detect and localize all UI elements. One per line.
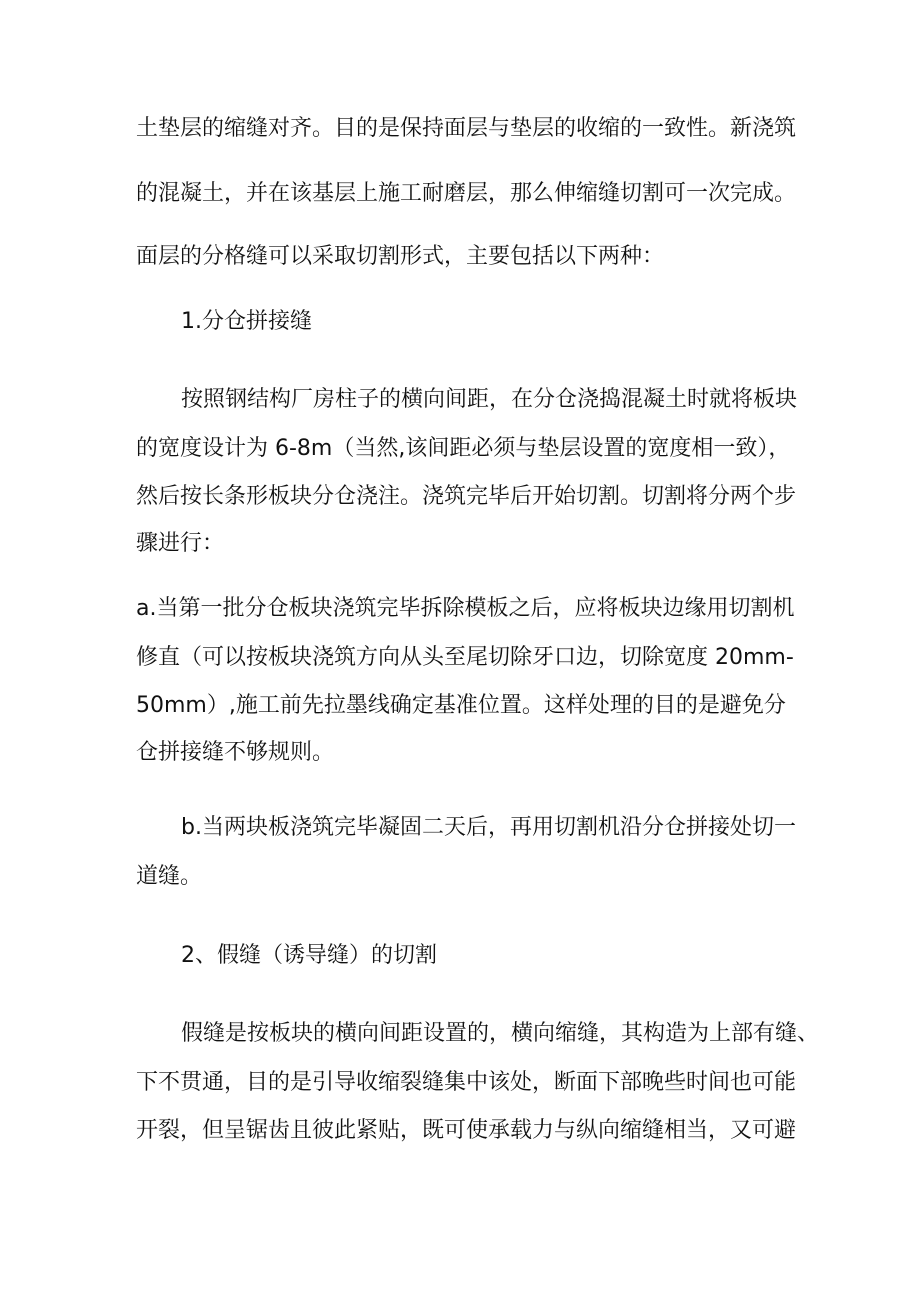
text-line-14: 道缝。 [136,864,203,889]
text-line-18: 开裂，但呈锯齿且彼此紧贴，既可使承载力与纵向缩缝相当，又可避 [136,1118,797,1143]
text-line-11: 50mm）,施工前先拉墨线确定基准位置。这样处理的目的是避免分 [136,693,786,718]
text-line-17: 下不贯通，目的是引导收缩裂缝集中该处，断面下部晚些时间也可能 [136,1070,797,1095]
text-line-16: 假缝是按板块的横向间距设置的，横向缩缝，其构造为上部有缝、 [181,1021,820,1046]
text-line-8: 骤进行： [136,531,225,556]
text-line-9: a.当第一批分仓板块浇筑完毕拆除模板之后，应将板块边缘用切割机 [136,596,795,621]
text-line-12: 仓拼接缝不够规则。 [136,740,335,765]
text-line-10: 修直（可以按板块浇筑方向从头至尾切除牙口边，切除宽度 20mm- [136,645,794,670]
text-line-6: 的宽度设计为 6-8m（当然,该间距必须与垫层设置的宽度相一致）， [136,436,791,461]
text-line-13: b.当两块板浇筑完毕凝固二天后，再用切割机沿分仓拼接处切一 [181,815,796,840]
text-line-5: 按照钢结构厂房柱子的横向间距，在分仓浇捣混凝土时就将板块 [181,387,798,412]
section-heading-1: 1.分仓拼接缝 [181,309,312,334]
section-heading-2: 2、假缝（诱导缝）的切割 [181,943,437,968]
text-line-7: 然后按长条形板块分仓浇注。浇筑完毕后开始切割。切割将分两个步 [136,484,797,509]
text-line-1: 土垫层的缩缝对齐。目的是保持面层与垫层的收缩的一致性。新浇筑 [136,116,797,141]
text-line-3: 面层的分格缝可以采取切割形式，主要包括以下两种： [136,244,665,269]
text-line-2: 的混凝土，并在该基层上施工耐磨层，那么伸缩缝切割可一次完成。 [136,181,797,206]
